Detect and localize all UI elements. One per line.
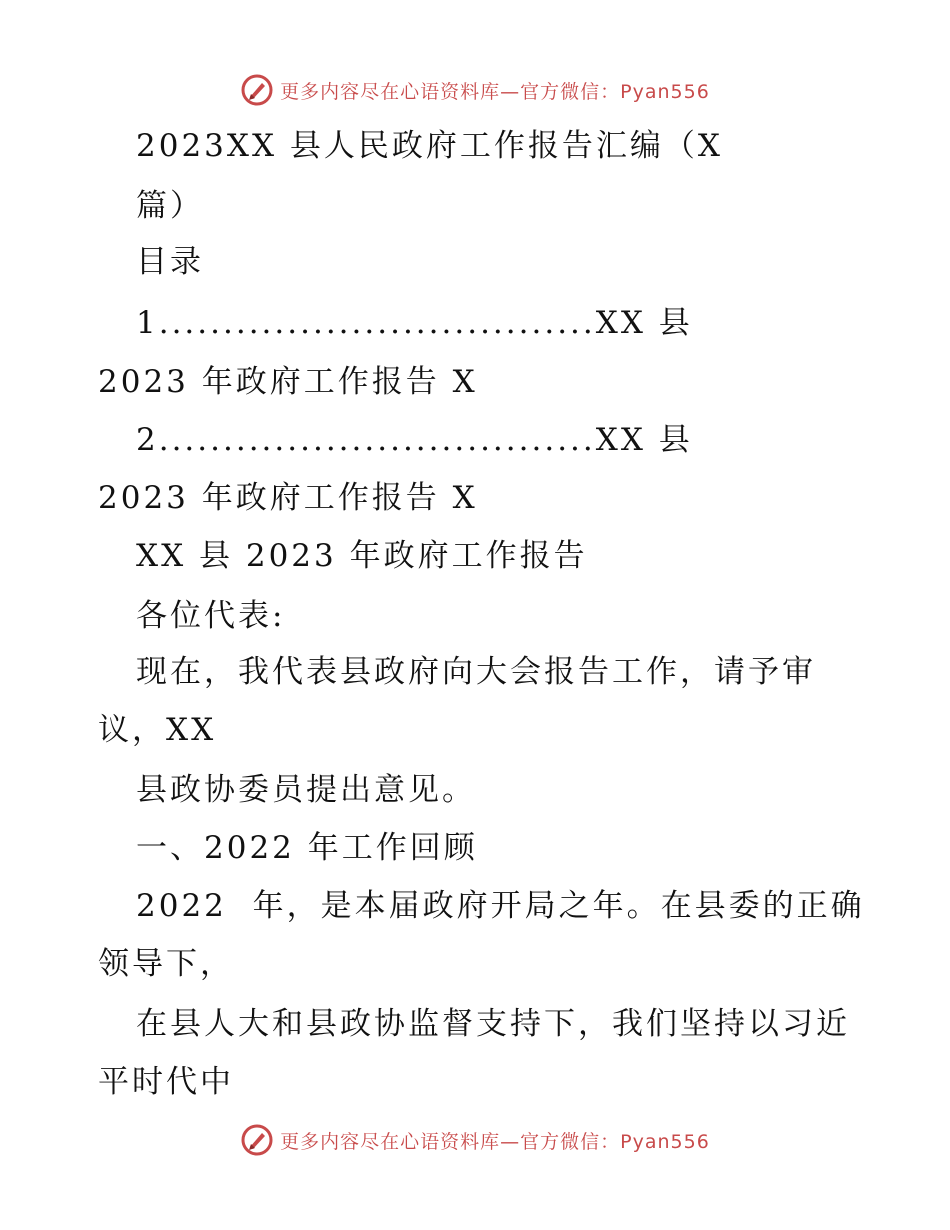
paragraph-line: 平时代中 [98, 1064, 234, 1100]
pen-logo-icon [240, 1123, 274, 1157]
paragraph-line: 在县人大和县政协监督支持下，我们坚持以习近 [136, 1006, 850, 1042]
footer-watermark-banner [0, 1120, 950, 1160]
paragraph-line: 领导下， [98, 946, 234, 982]
paragraph-line: 现在，我代表县政府向大会报告工作，请予审 [136, 654, 816, 690]
paragraph-line: 议，XX [98, 712, 217, 748]
footer-banner-text: 更多内容尽在心语资料库—官方微信：Pyan556 [280, 1130, 710, 1153]
document-title-line-2: 篇） [136, 188, 204, 224]
section-heading: 一、2022 年工作回顾 [136, 830, 478, 866]
toc-entry-2-continued: 2023 年政府工作报告 X [98, 480, 478, 516]
toc-heading: 目录 [136, 244, 204, 280]
toc-entry-1-continued: 2023 年政府工作报告 X [98, 364, 478, 400]
salutation: 各位代表: [136, 598, 286, 634]
toc-entry-1: 1..................................XX 县 [136, 305, 693, 341]
pen-logo-icon [240, 73, 274, 107]
header-banner-text: 更多内容尽在心语资料库—官方微信：Pyan556 [280, 80, 710, 103]
header-watermark-banner [0, 70, 950, 110]
paragraph-line: 县政协委员提出意见。 [136, 772, 476, 808]
paragraph-line: 2022 年，是本届政府开局之年。在县委的正确 [136, 888, 865, 924]
report-title: XX 县 2023 年政府工作报告 [136, 538, 588, 574]
document-title-line-1: 2023XX 县人民政府工作报告汇编（X [136, 128, 723, 164]
toc-entry-2: 2..................................XX 县 [136, 422, 693, 458]
